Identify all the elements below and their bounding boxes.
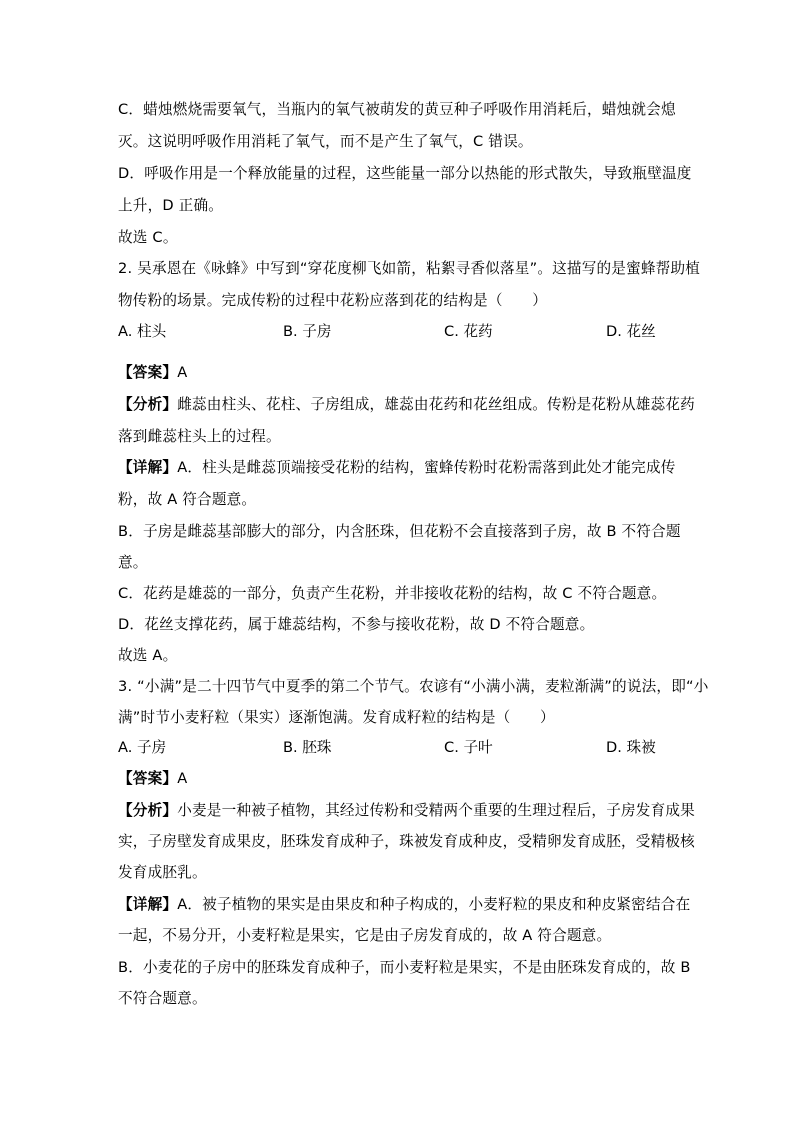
conclusion: 故选 C。 [118, 229, 178, 246]
answer-value: A [177, 364, 188, 381]
question-2-option-d: D. 花丝 [606, 323, 656, 340]
question-3-stem-line1: 3. “小满”是二十四节气中夏季的第二个节气。农谚有“小满小满，麦粒渐满”的说法，即“小 [118, 678, 709, 695]
question-2-analysis-line2: 落到雌蕊柱头上的过程。 [118, 428, 281, 445]
detail-tag: 【详解】 [118, 896, 178, 913]
analysis-tag: 【分析】 [118, 802, 178, 819]
question-2-conclusion: 故选 A。 [118, 647, 178, 664]
question-2-stem-line1: 2. 吴承恩在《咏蜂》中写到“穿花度柳飞如箭，粘絮寻香似落星”。这描写的是蜜蜂帮助植 [118, 260, 701, 277]
question-2-option-b: B. 子房 [283, 323, 332, 340]
option-c-explanation-line2: 灭。这说明呼吸作用消耗了氧气，而不是产生了氧气，C 错误。 [118, 133, 533, 150]
question-3-analysis-line1 [118, 801, 695, 821]
question-2-stem-line2: 物传粉的场景。完成传粉的过程中花粉应落到花的结构是（ ） [118, 292, 548, 309]
question-2-detail-line6: D．花丝支撑花药，属于雄蕊结构，不参与接收花粉，故 D 不符合题意。 [118, 616, 595, 633]
detail-tag: 【详解】 [118, 459, 178, 476]
option-d-explanation-line2: 上升，D 正确。 [118, 197, 224, 214]
question-3-option-a: A. 子房 [118, 739, 167, 756]
analysis-tag: 【分析】 [118, 396, 178, 413]
question-3-option-d: D. 珠被 [606, 739, 656, 756]
question-3-option-c: C. 子叶 [444, 739, 493, 756]
option-c-explanation-line1: C．蜡烛燃烧需要氧气，当瓶内的氧气被萌发的黄豆种子呼吸作用消耗后，蜡烛就会熄 [118, 101, 676, 118]
detail-text: A．柱头是雌蕊顶端接受花粉的结构，蜜蜂传粉时花粉需落到此处才能完成传 [177, 459, 676, 476]
question-3-analysis-line3: 发育成胚乳。 [118, 864, 207, 881]
question-2-detail-line4: 意。 [118, 554, 148, 571]
question-2-answer [118, 363, 187, 383]
question-3-analysis-line2: 实，子房壁发育成果皮，胚珠发育成种子，珠被发育成种皮，受精卵发育成胚，受精极核 [118, 833, 695, 850]
question-2-detail-line5: C．花药是雄蕊的一部分，负责产生花粉，并非接收花粉的结构，故 C 不符合题意。 [118, 585, 667, 602]
question-3-option-b: B. 胚珠 [283, 739, 332, 756]
question-3-detail-line3: B．小麦花的子房中的胚珠发育成种子，而小麦籽粒是果实，不是由胚珠发育成的，故 B [118, 959, 691, 976]
question-2-detail-line2: 粉，故 A 符合题意。 [118, 491, 257, 508]
detail-text: A．被子植物的果实是由果皮和种子构成的，小麦籽粒的果皮和种皮紧密结合在 [177, 896, 691, 913]
question-2-detail-line1 [118, 458, 676, 478]
question-3-stem-line2: 满”时节小麦籽粒（果实）逐渐饱满。发育成籽粒的结构是（ ） [118, 709, 555, 726]
question-2-option-c: C. 花药 [444, 323, 493, 340]
answer-tag: 【答案】 [118, 364, 178, 381]
question-3-answer [118, 769, 187, 789]
answer-tag: 【答案】 [118, 770, 178, 787]
question-3-detail-line1 [118, 895, 690, 915]
answer-value: A [177, 770, 188, 787]
option-d-explanation-line1: D．呼吸作用是一个释放能量的过程，这些能量一部分以热能的形式散失，导致瓶壁温度 [118, 165, 692, 182]
question-2-detail-line3: B．子房是雌蕊基部膨大的部分，内含胚珠，但花粉不会直接落到子房，故 B 不符合题 [118, 523, 681, 540]
question-3-detail-line4: 不符合题意。 [118, 990, 207, 1007]
analysis-text: 小麦是一种被子植物，其经过传粉和受精两个重要的生理过程后，子房发育成果 [177, 802, 695, 819]
question-2-analysis-line1 [118, 395, 695, 415]
question-2-option-a: A. 柱头 [118, 323, 167, 340]
question-3-detail-line2: 一起，不易分开，小麦籽粒是果实，它是由子房发育成的，故 A 符合题意。 [118, 927, 612, 944]
analysis-text: 雌蕊由柱头、花柱、子房组成，雄蕊由花药和花丝组成。传粉是花粉从雄蕊花药 [177, 396, 695, 413]
